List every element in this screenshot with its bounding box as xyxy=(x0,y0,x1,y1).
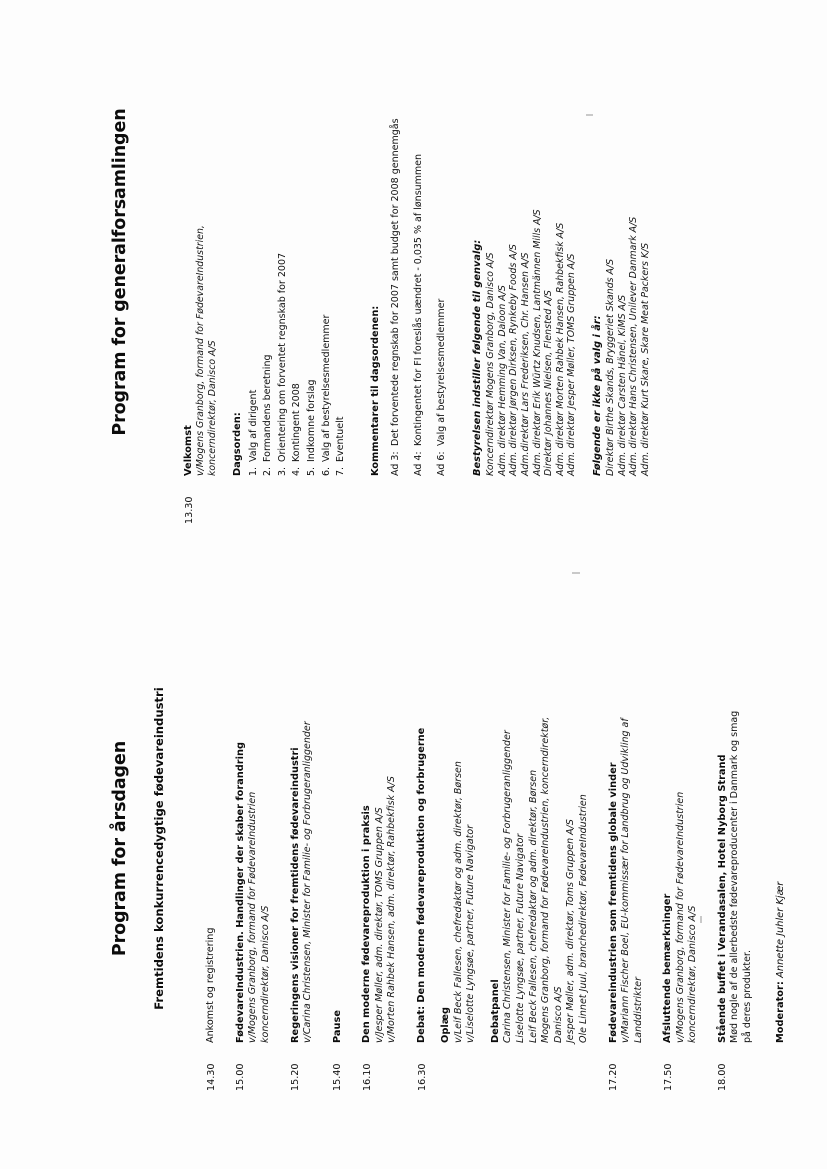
debatpanel-line: Jesper Møller, adm. direktør, Toms Gruppen A/S xyxy=(565,819,577,1043)
name-line: Adm. direktør Kurt Skare, Skare Meat Packers K/S xyxy=(639,242,651,476)
agenda-text: Valg af dirigent xyxy=(247,389,259,462)
slot-time: 16.10 xyxy=(361,1063,373,1091)
name-line: Direktør Johannes Nielsen, Flensted A/S xyxy=(543,290,555,476)
moderator-name: Annette Juhler Kjær xyxy=(774,881,786,978)
slot-speaker-line: koncerndirektør, Danisco A/S xyxy=(259,905,271,1043)
slot-note-line: på deres produkter. xyxy=(741,950,753,1043)
arsdagen-section xyxy=(0,584,827,1169)
kommentar-text: Kontingentet for FI foreslås uændret - 0,035 % af lønsummen xyxy=(412,153,424,446)
slot-body xyxy=(289,606,315,1049)
schedule-item xyxy=(331,606,345,1091)
slot-title: Regeringens visioner for fremtidens fødevareindustri xyxy=(289,747,301,1043)
agenda-text: Valg af bestyrelsesmedlemmer xyxy=(320,314,332,462)
arsdagen-subtitle: Fremtidens konkurrencedygtige fødevareindustri xyxy=(152,687,166,1010)
name-line: Adm.direktør Lars Frederiksen, Chr. Hansen A/S xyxy=(519,252,531,476)
velkomst-line: v/Mogens Granborg, formand for FødevareIndustrien, xyxy=(195,225,207,476)
slot-body xyxy=(607,606,646,1049)
list-item xyxy=(320,20,335,476)
schedule-item xyxy=(716,606,786,1091)
schedule-item xyxy=(607,606,646,1091)
agenda-number: 1. xyxy=(247,466,259,476)
name-line: Adm. direktør Hans Christensen, Unilever Danmark A/S xyxy=(628,216,640,476)
slot-body xyxy=(661,606,700,1049)
slot-speaker-line: koncerndirektør, Danisco A/S xyxy=(687,905,699,1043)
slot-body xyxy=(234,606,273,1049)
name-line: Adm. direktør Jesper Møller, TOMS Gruppen A/S xyxy=(566,253,578,476)
slot-body xyxy=(415,606,591,1049)
slot-speaker-line: v/Mogens Granborg, formand for FødevareIndustrien xyxy=(247,791,259,1043)
agenda-text: Eventuelt xyxy=(335,416,347,462)
list-item xyxy=(290,20,305,476)
name-line: Adm. direktør Carsten Hänel, KiMS A/S xyxy=(616,294,628,476)
slot-speaker-line: v/Carina Christensen, Minister for Familie- og Forbrugeranliggender xyxy=(301,721,313,1043)
debatpanel-line: Liselotte Lyngsøe, partner, Future Navigator xyxy=(515,833,526,1043)
slot-speaker-line: v/Jesper Møller, adm. direktør, TOMS Gruppen A/S xyxy=(373,807,385,1043)
debatpanel-line: Ole Linnet Juul, branchedirektør, FødevareIndustrien xyxy=(577,794,589,1043)
moderator-label: Moderator: xyxy=(774,981,786,1043)
oplaeg-heading: Oplæg xyxy=(440,1007,452,1043)
debatpanel-line: Leif Beck Fallesen, chefredaktør og adm. direktør, Børsen xyxy=(527,769,539,1043)
list-item xyxy=(276,20,291,476)
slot-title: Stående buffet i Verandasalen, Hotel Nyborg Strand xyxy=(716,754,728,1043)
name-line: Direktør Birthe Skands, Bryggeriet Skands A/S xyxy=(605,258,617,476)
agenda-number: 4. xyxy=(291,466,303,476)
schedule-item xyxy=(234,606,273,1091)
kommentar-label: Ad 6: xyxy=(435,451,447,476)
agenda-number: 3. xyxy=(276,466,288,476)
arsdagen-schedule xyxy=(204,606,786,1091)
slot-body xyxy=(331,606,344,1049)
agenda-text: Kontingent 2008 xyxy=(291,383,303,462)
moderator xyxy=(775,606,786,1043)
generalforsamling-body xyxy=(182,20,651,524)
debatpanel-heading: Debatpanel xyxy=(490,979,501,1043)
list-item xyxy=(334,20,349,476)
kommentar-label: Ad 3: xyxy=(389,451,401,476)
name-line: Adm. direktør Jørgen Dirksen, Rynkeby Foods A/S xyxy=(508,244,520,476)
genvalg-name-list xyxy=(485,20,578,476)
kommentar-row xyxy=(435,20,448,476)
list-item xyxy=(261,20,276,476)
velkomst-heading: Velkomst xyxy=(183,425,194,476)
schedule-item xyxy=(415,606,591,1091)
slot-time: 17.20 xyxy=(608,1063,620,1091)
schedule-item xyxy=(661,606,700,1091)
debatpanel-line: Mogens Granborg, formand for FødevareIndustrien, koncerndirektør, xyxy=(540,716,552,1043)
slot-speaker-line: v/Morten Rahbek Hansen, adm. direktør, Rahbekfisk A/S xyxy=(386,776,398,1043)
kommentar-text: Valg af bestyrelsesmedlemmer xyxy=(435,298,447,446)
slot-speaker-line: v/Mariann Fischer Boel, EU-kommissær for Landbrug og Udvikling af xyxy=(619,718,631,1043)
slot-speaker-line: v/Mogens Granborg, formand for FødevareIndustrien xyxy=(674,791,686,1043)
slot-title: Pause xyxy=(331,1010,343,1043)
velkomst-item xyxy=(182,20,651,524)
slot-note-line: Mød nogle af de allerbedste fødevareproducenter i Danmark og smag xyxy=(729,710,741,1043)
slot-body xyxy=(204,606,217,1049)
slot-time: 18.00 xyxy=(717,1063,729,1091)
velkomst-body xyxy=(182,20,651,482)
name-line: Koncerndirektør Mogens Granborg, Danisco A/S xyxy=(485,252,497,476)
dagsorden-heading: Dagsorden: xyxy=(232,412,244,476)
slot-time: 16.30 xyxy=(416,1063,428,1091)
name-line: Adm. direktør Erik Würtz Knudsen, Lantmännen Mills A/S xyxy=(531,209,543,476)
schedule-item xyxy=(360,606,399,1091)
dagsorden-list xyxy=(247,20,349,476)
kommentar-label: Ad 4: xyxy=(412,451,424,476)
ikke-paa-valg-heading: Følgende er ikke på valg i år: xyxy=(591,315,603,476)
name-line: Adm. direktør Morten Rahbek Hansen, Rahbekfisk A/S xyxy=(554,222,566,476)
kommentar-row xyxy=(389,20,402,476)
slot-time: 17.50 xyxy=(662,1063,674,1091)
slot-body xyxy=(716,606,786,1049)
oplaeg-line: v/Leif Beck Fallesen, chefredaktør og adm. direktør, Børsen xyxy=(452,761,464,1043)
velkomst-line: koncerndirektør, Danisco A/S xyxy=(206,340,218,476)
agenda-text: Indkomne forslag xyxy=(305,379,317,462)
slot-title: Den moderne fødevareproduktion i praksis xyxy=(361,805,373,1043)
list-item xyxy=(305,20,320,476)
kommentarer-heading: Kommentarer til dagsordenen: xyxy=(369,305,381,476)
agenda-number: 2. xyxy=(262,466,274,476)
agenda-number: 5. xyxy=(305,466,317,476)
oplaeg-line: v/Liselotte Lyngsøe, partner, Future Navigator xyxy=(465,824,477,1043)
slot-title: FødevareIndustrien. Handlinger der skaber forandring xyxy=(234,742,246,1043)
velkomst-time: 13.30 xyxy=(183,496,195,524)
arsdagen-title: Program for årsdagen xyxy=(110,740,130,957)
ikke-paa-valg-name-list xyxy=(605,20,651,476)
slot-title: Fødevareindustrien som fremtidens globale vinder xyxy=(607,762,619,1043)
debatpanel-line: Danisco A/S xyxy=(552,986,564,1043)
slot-time: 15.20 xyxy=(290,1063,301,1091)
agenda-number: 7. xyxy=(335,466,347,476)
genvalg-heading: Bestyrelsen indstiller følgende til genvalg: xyxy=(471,239,483,476)
slot-title: Afsluttende bemærkninger xyxy=(662,893,674,1043)
debatpanel-line: Carina Christensen, Minister for Familie- og Forbrugeranliggender xyxy=(502,730,514,1043)
name-line: Adm. direktør Hemming Van, Daloon A/S xyxy=(496,285,508,476)
kommentar-text: Det forventede regnskab for 2007 samt budget for 2008 gennemgås xyxy=(389,118,401,446)
schedule-item xyxy=(289,606,315,1091)
slot-body xyxy=(360,606,399,1049)
agenda-text: Formandens beretning xyxy=(262,354,274,462)
agenda-text: Orientering om forventet regnskab for 2007 xyxy=(276,252,288,462)
schedule-item xyxy=(204,606,218,1091)
slot-time: 14.30 xyxy=(205,1063,217,1091)
slot-time: 15.00 xyxy=(235,1063,247,1091)
generalforsamling-section xyxy=(0,0,827,584)
list-item xyxy=(247,20,262,476)
slot-title: Ankomst og registrering xyxy=(205,927,216,1043)
slot-speaker-line: Landdistrikter xyxy=(632,976,644,1043)
agenda-number: 6. xyxy=(320,466,332,476)
slot-title: Debat: Den moderne fødevareproduktion og forbrugerne xyxy=(416,727,427,1043)
generalforsamling-title: Program for generalforsamlingen xyxy=(110,108,130,436)
slot-time: 15.40 xyxy=(332,1063,343,1091)
kommentar-row xyxy=(412,20,425,476)
